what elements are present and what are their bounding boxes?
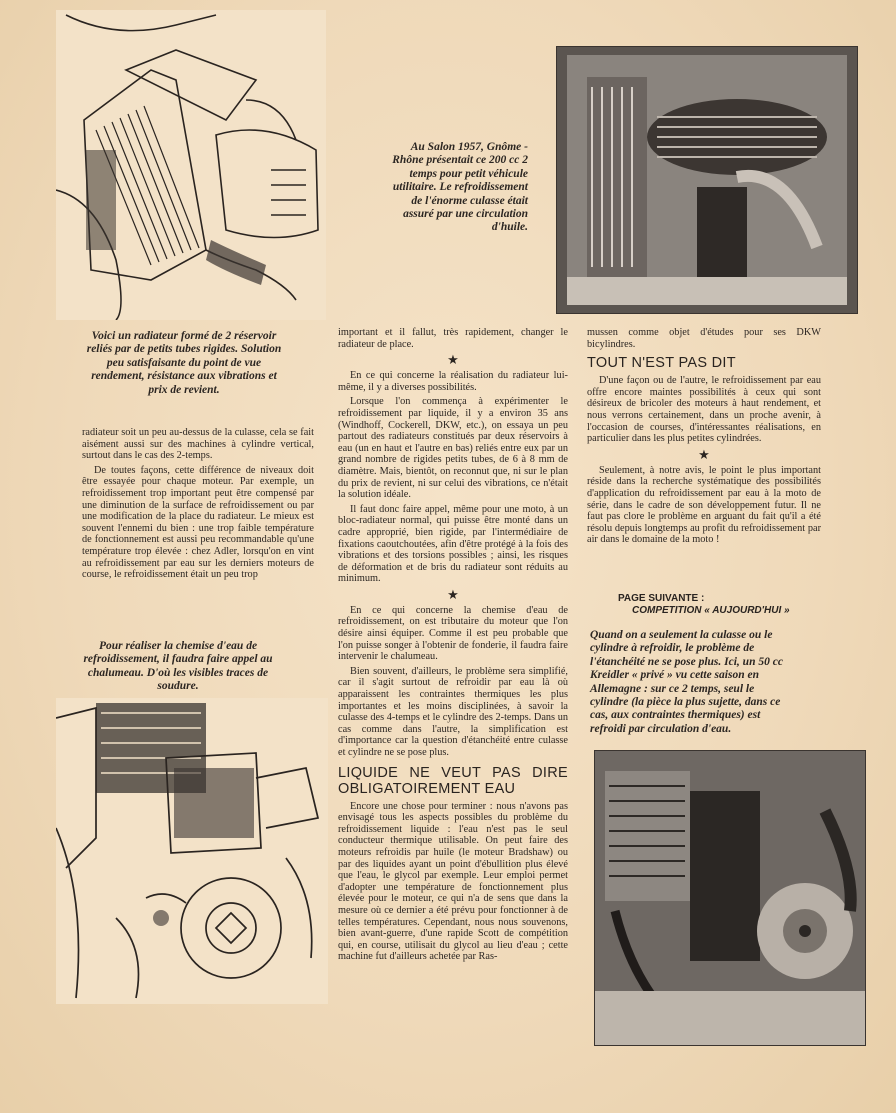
next-page-notice	[618, 593, 838, 617]
column-3-text	[587, 327, 821, 549]
caption-radiator-tubes: Voici un radiateur formé de 2 réservoir reliés par de petits tubes rigides. Solution peu satisfaisante du point de vue rendement, résistance aux vibrations et prix de revient.	[86, 330, 282, 396]
col2-paragraph: important et il fallut, très rapidement, changer le radiateur de place.	[338, 327, 568, 350]
star-separator: ★	[447, 352, 459, 368]
col3-paragraph: Seulement, à notre avis, le point le plus important réside dans la recherche systématique des possibilités d'application du refroidissement par eau à la moto de série, dans le cadre de son développement futur. Il ne faut pas clore le problème en arguant du fait qu'il a été résolu depuis longtemps au profit du refroidissement par air dans le domaine de la moto !	[587, 464, 821, 546]
col2-paragraph: En ce qui concerne la réalisation du radiateur lui-même, il y a diverses possibilités.	[338, 370, 568, 393]
col3-paragraph: mussen comme objet d'études pour ses DKW bicylindres.	[587, 327, 821, 350]
star-separator: ★	[447, 586, 459, 602]
col3-paragraph: D'une façon ou de l'autre, le refroidissement par eau offre encore maintes possibilités à ceux qui sont désireux de bricoler des moteurs à haut rendement, et nous verrons certainement, dans un proche avenir, à l'occasion de courses, d'intéressantes réalisations, en particulier dans les plus petites cylindrées.	[587, 375, 821, 445]
caption-kreidler: Quand on a seulement la culasse ou le cylindre à refroidir, le problème de l'étanchéité ne se pose plus. Ici, un 50 cc Kreidler « privé » vu cette saison en Allemagne : sur ce 2 temps, seul le cylindre (la pièce la plus sujette, dans ce cas, aux contraintes thermiques) est refroidi par circulation d'eau.	[590, 629, 783, 735]
water-jacket-drawing	[56, 698, 328, 1004]
col2-paragraph: En ce qui concerne la chemise d'eau de refroidissement, on est tributaire du moteur que l'on désire ainsi équiper. Comme il est peu probable que l'on puisse songer à l'obtenir de fonderie, il faudra faire intervenir le chalumeau.	[338, 604, 568, 663]
kreidler-engine-photo	[594, 750, 866, 1046]
col1-paragraph: De toutes façons, cette différence de niveaux doit être essayée pour chaque moteur. Par exemple, un refroidissement trop important peut être compensé par une diminution de la surface de refroidissement ou par une modification de la place du radiateur. Le mieux est souvent l'ennemi du bien : une trop faible température de fonctionnement est aussi peu recommandable qu'une température trop élevée : chez Adler, lorsqu'on en vint au refroidissement par eau sur les derniers moteurs de course, le refroidissement était un peu trop	[82, 464, 314, 581]
caption-water-jacket: Pour réaliser la chemise d'eau de refroidissement, il faudra faire appel au chalumeau. D'où les visibles traces de soudure.	[83, 640, 273, 693]
column-2-text	[338, 327, 568, 966]
column-1-text	[82, 427, 314, 584]
col2-paragraph: Lorsque l'on commença à expérimenter le refroidissement par liquide, il y a environ 35 ans (Windhoff, Cockerell, DKW, etc.), on essaya un peu partout des radiateurs constitués par deux réservoirs à eau (un en haut et l'autre en bas) reliés entre eux par un grand nombre de rigides petits tubes, de 6 à 8 mm de diamètre. Mais, bientôt, on reconnut que, ni sur le plan du prix de revient, ni sur celui des vibrations, ce n'était la solution idéale.	[338, 396, 568, 501]
gnome-rhone-engine-photo	[556, 46, 858, 314]
radiator-drawing-top	[56, 10, 326, 320]
col1-paragraph: radiateur soit un peu au-dessus de la culasse, cela se fait aisément aussi sur des machines à cylindre vertical, surtout dans le cas des 2-temps.	[82, 427, 314, 462]
next-page-title: COMPETITION « AUJOURD'HUI »	[632, 605, 790, 616]
star-separator: ★	[698, 446, 710, 462]
next-page-label: PAGE SUIVANTE :	[618, 593, 705, 604]
col2-paragraph: Il faut donc faire appel, même pour une moto, à un bloc-radiateur normal, qui puisse être monté dans un cadre approprié, bien rigide, par l'intermédiaire de fixations caoutchoutées, afin d'être protégé à la fois des vibrations et des torsions possibles ; ainsi, les risques de déformation et de bris du radiateur sont réduits au minimum.	[338, 503, 568, 585]
section-heading-liquide: LIQUIDE NE VEUT PAS DIRE OBLIGATOIREMENT EAU	[338, 764, 568, 797]
caption-gnome-rhone: Au Salon 1957, Gnôme - Rhône présentait ce 200 cc 2 temps pour petit véhicule utilitaire. Le refroidissement de l'énorme culasse était assuré par une circulation d'huile.	[392, 141, 528, 234]
col2-paragraph: Bien souvent, d'ailleurs, le problème sera simplifié, car il s'agit surtout de refroidir par eau là où apparaissent les contraintes thermiques les plus importantes et les moins disciplinées, à savoir la culasse des 4-temps et le cylindre des 2-temps. Dans un cas comme dans l'autre, la simplification est d'importance car la question d'étanchéité entre culasse et cylindre ne se pose plus.	[338, 665, 568, 758]
col2-paragraph: Encore une chose pour terminer : nous n'avons pas envisagé tous les aspects possibles du problème du refroidissement liquide : l'eau n'est pas le seul conducteur thermique utilisable. On peut faire des moteurs refroidis par huile (le moteur Bradshaw) ou par des liquides ayant un point d'ébullition plus élevé que l'eau, le glycol par exemple. Leur emploi permet d'adopter une température de fonctionnement plus élevée pour le moteur, ce qui n'a de sens que dans la mesure où ce dernier a été prévu pour fonctionner à de telles températures. Cependant, nous nous souvenons, bien avant-guerre, d'une rapide Scott de compétition qui, en course, utilisait du glycol au lieu d'eau ; cette machine fut d'ailleurs achetée par Ras-	[338, 800, 568, 963]
section-heading-tout: TOUT N'EST PAS DIT	[587, 355, 736, 372]
